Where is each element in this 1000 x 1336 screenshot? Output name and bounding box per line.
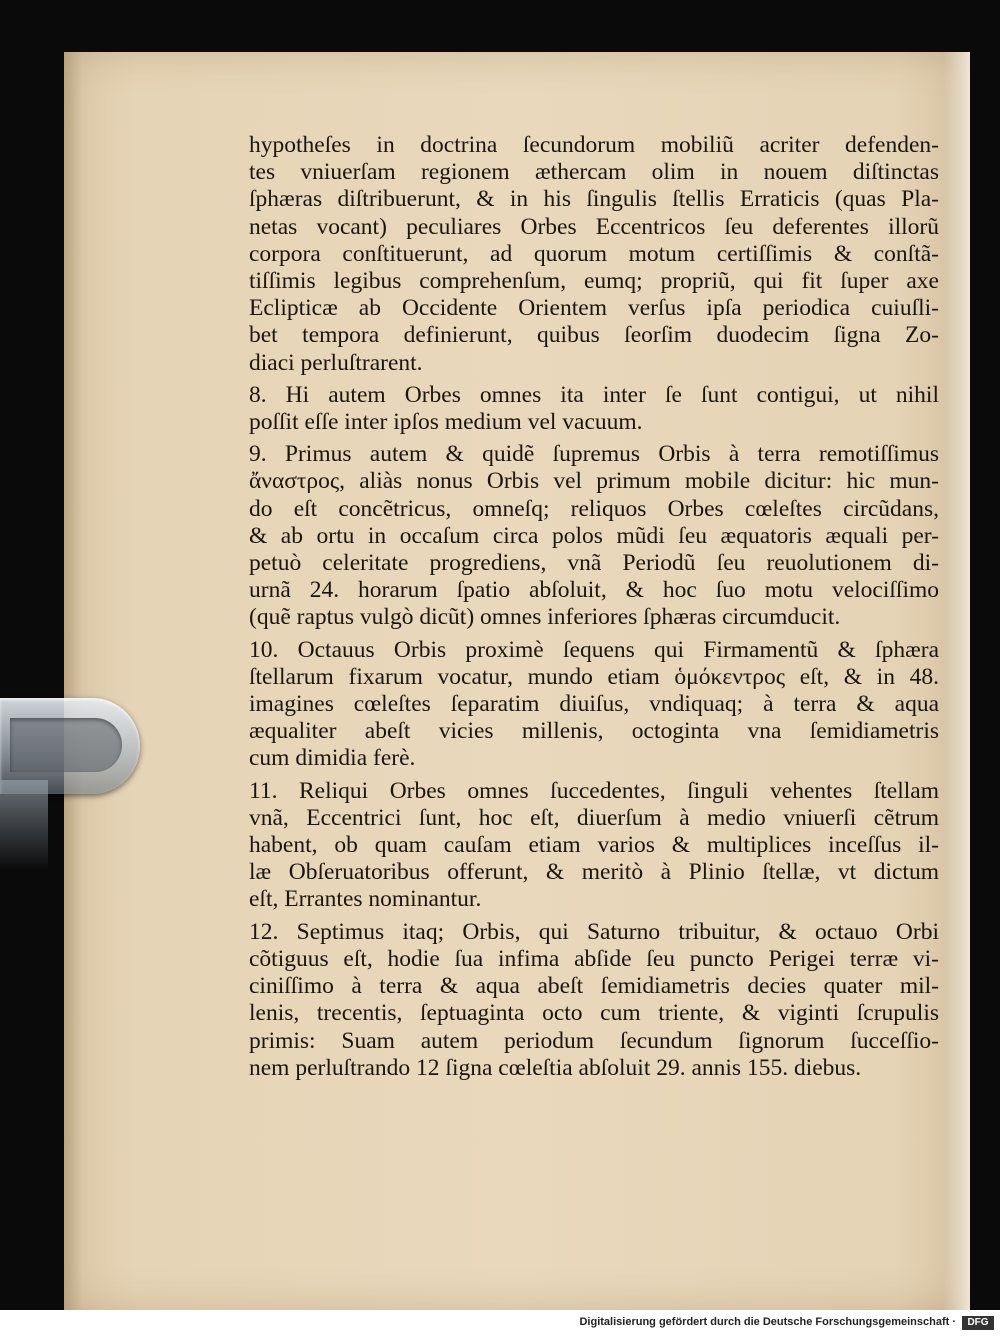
text-line: do eſt concẽtricus, omneſq; reliquos Orbes cœleſtes circũdans, — [249, 495, 939, 522]
text-line: nem perluſtrando 12 ſigna cœleſtia abſoluit 29. annis 155. diebus. — [249, 1054, 862, 1081]
page-fold-shadow — [64, 52, 82, 1310]
clip-opening — [10, 718, 122, 772]
text-line: bet tempora definierunt, quibus ſeorſim duodecim ſigna Zo- — [249, 322, 939, 349]
text-line: diaci perluſtrarent. — [249, 349, 423, 376]
text-line: ſphæras diſtribuerunt, & in his ſingulis ſtellis Erraticis (quas Pla- — [249, 186, 939, 213]
text-line: netas vocant) peculiares Orbes Eccentricos ſeu deferentes illorũ — [249, 213, 939, 240]
text-line: tes vniuerſam regionem æthercam olim in nouem diſtinctas — [249, 159, 939, 186]
text-line: hypotheſes in doctrina ſecundorum mobiliũ acriter defenden- — [249, 132, 939, 158]
text-line: cõtiguus eſt, hodie ſua infima abſide ſeu puncto Perigei terræ vi- — [249, 945, 939, 972]
paragraph-8-line: 8. Hi autem Orbes omnes ita inter ſe ſunt contigui, ut nihil — [249, 381, 939, 408]
paragraph-11-line: 11. Reliqui Orbes omnes ſuccedentes, ſinguli vehentes ſtellam — [249, 777, 939, 804]
text-line: læ Obſeruatoribus offerunt, & meritò à Plinio ſtellæ, vt dictum — [249, 859, 939, 886]
text-line: primis: Suam autem periodum ſecundum ſignorum ſucceſſio- — [249, 1027, 939, 1054]
text-line: ſtellarum fixarum vocatur, mundo etiam ὁμόκεντρος eſt, & in 48. — [249, 663, 939, 690]
text-line: corpora conſtituerunt, ad quorum motum certiſſimis & conſtã- — [249, 240, 939, 267]
text-line: lenis, trecentis, ſeptuaginta octo cum triente, & viginti ſcrupulis — [249, 1000, 939, 1027]
text-line: vnã, Eccentrici ſunt, hoc eſt, diuerſum à medio vniuerſi cẽtrum — [249, 804, 939, 831]
text-line: ἄναστρος, aliàs nonus Orbis vel primum mobile dicitur: hic mun- — [249, 468, 939, 495]
paragraph-9-line: 9. Primus autem & quidẽ ſupremus Orbis à terra remotiſſimus — [249, 441, 939, 468]
book-page — [64, 52, 970, 1310]
text-line: imagines cœleſtes ſeparatim diuiſus, vndiquaq; à terra & aqua — [249, 691, 939, 718]
paragraph-12-line: 12. Septimus itaq; Orbis, qui Saturno tribuitur, & octauo Orbi — [249, 918, 939, 945]
body-text — [249, 132, 939, 1082]
text-line: poſſit eſſe inter ipſos medium vel vacuum. — [249, 409, 643, 436]
text-line: habent, ob quam cauſam etiam varios & multiplices inceſſus il- — [249, 832, 939, 859]
text-line: ciniſſimo à terra & aqua abeſt ſemidiametris decies quater mil- — [249, 973, 939, 1000]
clip-shadow — [0, 780, 48, 870]
page-edge — [944, 52, 970, 1310]
text-line: urnã 24. horarum ſpatio abſoluit, & hoc ſuo motu velociſſimo — [249, 577, 939, 604]
footer-bar — [0, 1310, 1000, 1336]
footer-credit: Digitalisierung gefördert durch die Deutsche Forschungsgemeinschaft · — [579, 1316, 956, 1328]
text-line: eſt, Errantes nominantur. — [249, 886, 482, 913]
text-line: tiſſimis legibus comprehenſum, eumq; propriũ, qui fit ſuper axe — [249, 268, 939, 295]
text-line: Eclipticæ ab Occidente Orientem verſus ipſa periodica cuiuſli- — [249, 295, 939, 322]
text-line: (quẽ raptus vulgò dicũt) omnes inferiores ſphæras circumducit. — [249, 604, 841, 631]
text-line: petuò celeritate progrediens, vnã Periodũ ſeu reuolutionem di- — [249, 550, 939, 577]
paragraph-10-line: 10. Octauus Orbis proximè ſequens qui Firmamentũ & ſphæra — [249, 636, 939, 663]
text-line: æqualiter abeſt vicies millenis, octoginta vna ſemidiametris — [249, 718, 939, 745]
dfg-logo: DFG — [962, 1316, 994, 1330]
text-line: & ab ortu in occaſum circa polos mũdi ſeu æquatoris æquali per- — [249, 522, 939, 549]
text-line: cum dimidia ferè. — [249, 745, 416, 772]
